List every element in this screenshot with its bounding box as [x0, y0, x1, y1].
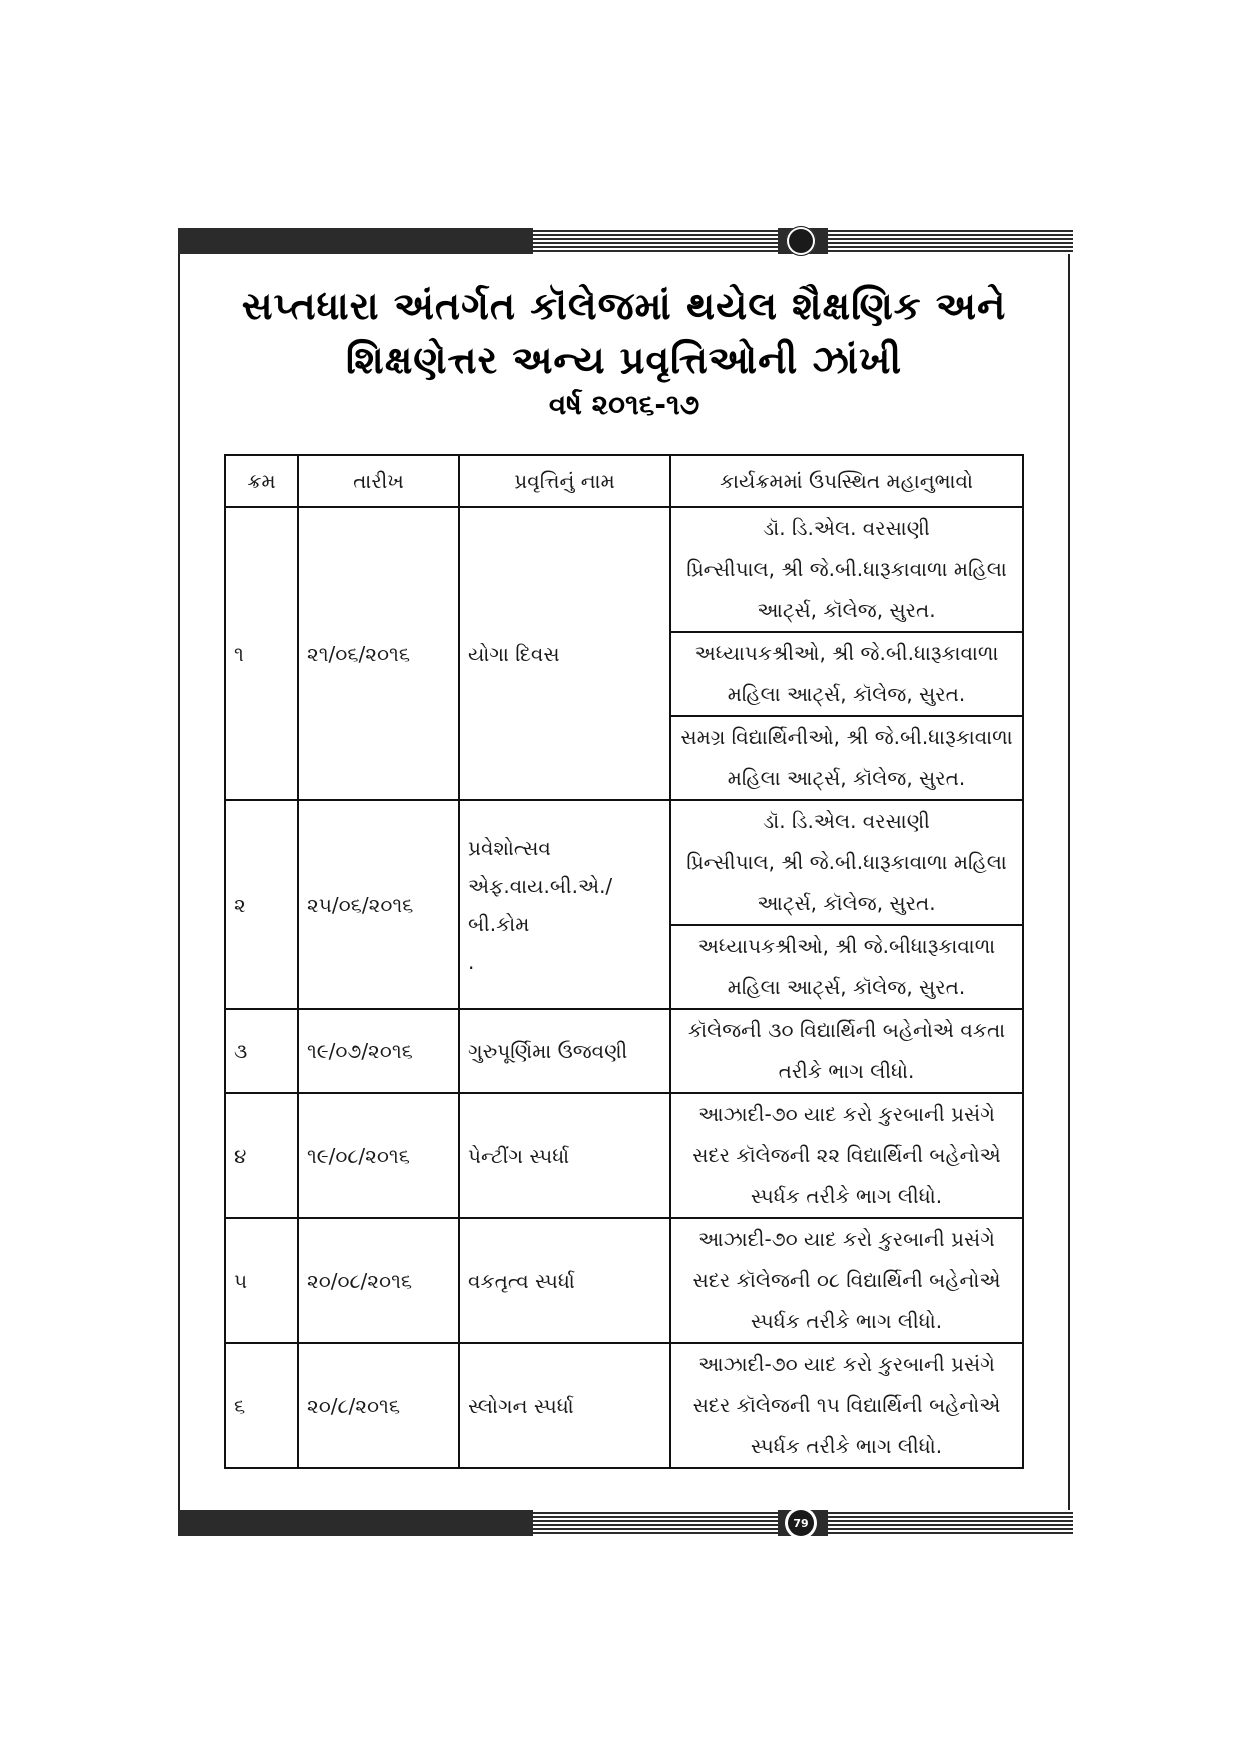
dignitary-entry: ડૉ. ડિ.એલ. વરસાણી પ્રિન્સીપાલ, શ્રી જે.બી.ધારૂકાવાળા મહિલા આર્ટ્સ, કૉલેજ, સુરત. [686, 809, 1007, 915]
cell-dignitaries [670, 507, 1023, 800]
sun-emblem-icon [786, 226, 816, 256]
dignitary-entry: અધ્યાપકશ્રીઓ, શ્રી જે.બી.ધારૂકાવાળા મહિલા આર્ટ્સ, કૉલેજ, સુરત. [671, 631, 1022, 715]
table-header-row [225, 455, 1023, 507]
cell-dignitaries [670, 1093, 1023, 1218]
footer-stripes-right [828, 1510, 1073, 1536]
table-row [225, 1343, 1023, 1468]
page-title-line-1: સપ્તધારા અંતર્ગત કૉલેજમાં થયેલ શૈક્ષણિક અને [241, 284, 1007, 328]
cell-dignitaries [670, 1343, 1023, 1468]
header-stripes-left [533, 228, 778, 254]
cell-dignitaries [670, 800, 1023, 1009]
table-row [225, 1009, 1023, 1093]
dignitary-entry: સમગ્ર વિદ્યાર્થિનીઓ, શ્રી જે.બી.ધારૂકાવાળા મહિલા આર્ટ્સ, કૉલેજ, સુરત. [671, 715, 1022, 799]
cell-serial: ૨ [225, 800, 298, 1009]
page-number-badge [785, 1507, 817, 1539]
dignitary-entry: આઝાદી-૭૦ યાદ કરો કુરબાની પ્રસંગે સદર કૉલેજની ૦૮ વિદ્યાર્થિની બહેનોએ સ્પર્ધક તરીકે ભાગ લીધો. [692, 1227, 1001, 1333]
dignitary-entry: આઝાદી-૭૦ યાદ કરો કુરબાની પ્રસંગે સદર કૉલેજની ૧૫ વિદ્યાર્થિની બહેનોએ સ્પર્ધક તરીકે ભાગ લીધો. [692, 1352, 1001, 1458]
cell-serial: ૧ [225, 507, 298, 800]
cell-activity: વકતૃત્વ સ્પર્ધા [459, 1218, 670, 1343]
header-serial: ક્રમ [225, 455, 298, 507]
cell-activity: પ્રવેશોત્સવ એફ.વાય.બી.એ./બી.કોમ . [459, 800, 670, 1009]
header-ornament-band [178, 228, 1070, 254]
header-date: તારીખ [298, 455, 459, 507]
page-number: 79 [788, 1510, 814, 1536]
table-body [225, 507, 1023, 1468]
cell-date: ૧૯/૦૮/૨૦૧૬ [298, 1093, 459, 1218]
footer-stripes-left [533, 1510, 778, 1536]
cell-date: ૨૦/૦૮/૨૦૧૬ [298, 1218, 459, 1343]
table-row [225, 1093, 1023, 1218]
page-title-line-2: શિક્ષણેત્તર અન્ય પ્રવૃત્તિઓની ઝાંખી [345, 338, 903, 382]
dignitary-entry: કૉલેજની ૩૦ વિદ્યાર્થિની બહેનોએ વકતા તરીકે ભાગ લીધો. [687, 1018, 1006, 1083]
cell-date: ૨૧/૦૬/૨૦૧૬ [298, 507, 459, 800]
header-stripes-right [828, 228, 1073, 254]
cell-activity: પેન્ટીંગ સ્પર્ધા [459, 1093, 670, 1218]
dignitary-entry: ડૉ. ડિ.એલ. વરસાણી પ્રિન્સીપાલ, શ્રી જે.બી.ધારૂકાવાળા મહિલા આર્ટ્સ, કૉલેજ, સુરત. [686, 516, 1007, 622]
dignitary-entry: અધ્યાપકશ્રીઓ, શ્રી જે.બીધારૂકાવાળા મહિલા આર્ટ્સ, કૉલેજ, સુરત. [671, 924, 1022, 1008]
cell-serial: ૫ [225, 1218, 298, 1343]
table-row [225, 800, 1023, 1009]
cell-serial: ૬ [225, 1343, 298, 1468]
cell-date: ૨૦/૮/૨૦૧૬ [298, 1343, 459, 1468]
header-activity: પ્રવૃત્તિનું નામ [459, 455, 670, 507]
cell-activity: સ્લોગન સ્પર્ધા [459, 1343, 670, 1468]
cell-serial: ૪ [225, 1093, 298, 1218]
cell-activity: યોગા દિવસ [459, 507, 670, 800]
footer-ornament-band [178, 1510, 1070, 1536]
cell-serial: ૩ [225, 1009, 298, 1093]
activities-table [224, 454, 1024, 1469]
cell-date: ૨૫/૦૬/૨૦૧૬ [298, 800, 459, 1009]
cell-dignitaries [670, 1009, 1023, 1093]
header-dignitaries: કાર્યક્રમમાં ઉપસ્થિત મહાનુભાવો [670, 455, 1023, 507]
page-subtitle-year: વર્ષ ૨૦૧૬-૧૭ [548, 388, 700, 421]
cell-activity: ગુરુપૂર્ણિમા ઉજવણી [459, 1009, 670, 1093]
table-row [225, 1218, 1023, 1343]
dignitary-entry: આઝાદી-૭૦ યાદ કરો કુરબાની પ્રસંગે સદર કૉલેજની ૨૨ વિદ્યાર્થિની બહેનોએ સ્પર્ધક તરીકે ભાગ લીધો. [692, 1102, 1001, 1208]
cell-date: ૧૯/૦૭/૨૦૧૬ [298, 1009, 459, 1093]
cell-dignitaries [670, 1218, 1023, 1343]
table-row [225, 507, 1023, 800]
